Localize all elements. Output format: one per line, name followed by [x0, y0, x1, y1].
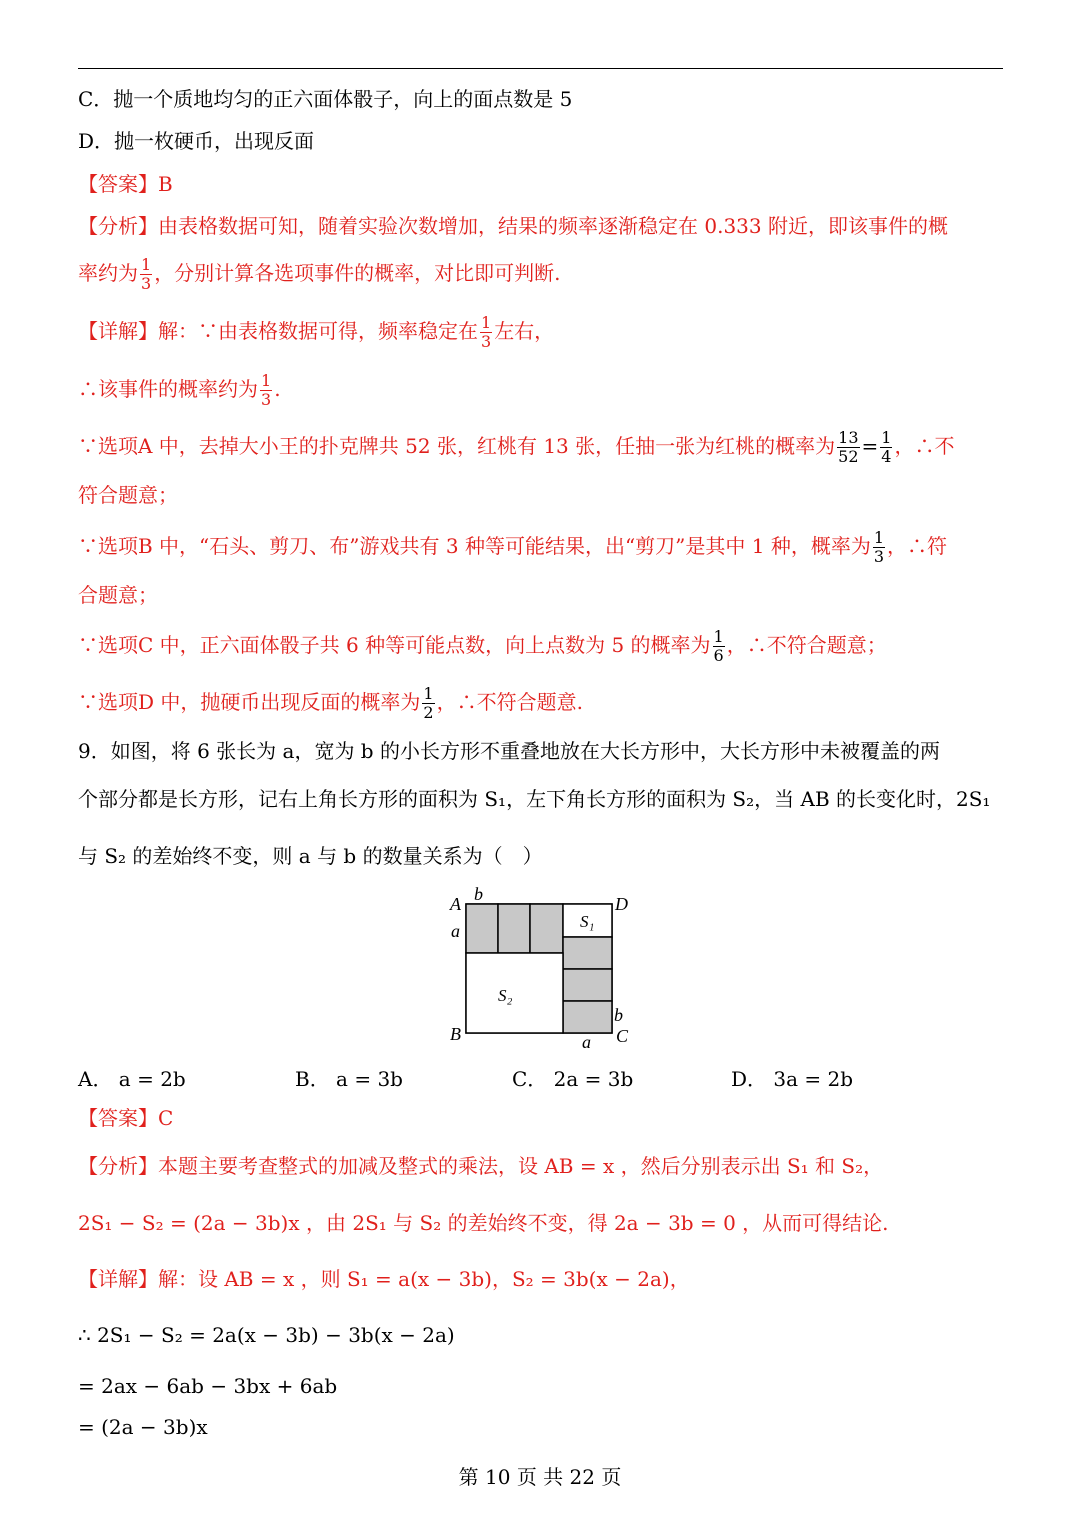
option-c-text: C．抛一个质地均匀的正六面体骰子，向上的面点数是 5: [78, 87, 573, 111]
right-tile-1: [563, 937, 612, 969]
step-3: = (2a − 3b)x: [78, 1415, 208, 1439]
question-9-line-c: 与 S₂ 的差始终不变，则 a 与 b 的数量关系为（ ）: [78, 844, 543, 868]
option-a-analysis: ∵选项A 中，去掉大小王的扑克牌共 52 张，红桃有 13 张，任抽一张为红桃的概率为 $\frac{13}{52}$ = $\frac{1}{4}$ ，∴不: [78, 428, 955, 466]
question-9-line-a: 9．如图，将 6 张长为 a，宽为 b 的小长方形不重叠地放在大长方形中，大长方形中未被覆盖的两: [78, 739, 940, 763]
analysis-2-line-b: 2S₁ − S₂ = (2a − 3b)x ，由 2S₁ 与 S₂ 的差始终不变，得 2a − 3b = 0 ，从而可得结论.: [78, 1211, 889, 1235]
label-S1: S₁: [580, 912, 595, 931]
answer-label-1: 【答案】B: [78, 172, 173, 196]
header-rule: [78, 68, 1003, 69]
answer-label-2: 【答案】C: [78, 1106, 174, 1130]
step-2: = 2ax − 6ab − 3bx + 6ab: [78, 1374, 338, 1398]
fraction-one-third: $\frac{1}{3}$: [141, 255, 152, 293]
fraction-one-third: $\frac{1}{3}$: [873, 528, 885, 566]
label-C: C: [616, 1026, 629, 1046]
detail-2-line: 【详解】解：设 AB = x ，则 S₁ = a(x − 3b)，S₂ = 3b(x − 2a)，: [78, 1267, 690, 1291]
top-tile-2: [498, 904, 530, 953]
label-b-top: b: [474, 884, 483, 904]
detail-1-line: 【详解】解：∵由表格数据可得，频率稳定在 $\frac{1}{3}$ 左右，: [78, 313, 555, 351]
label-S2: S₂: [498, 986, 513, 1005]
option-d-analysis: ∵选项D 中，抛硬币出现反面的概率为 $\frac{1}{2}$ ，∴不符合题意.: [78, 684, 583, 722]
option-a-analysis-cont: 符合题意；: [78, 483, 178, 507]
page-footer: 第 10 页 共 22 页: [458, 1465, 622, 1489]
label-a-left: a: [451, 921, 460, 941]
s2-rectangle: [466, 953, 563, 1033]
analysis-1-pre: 率约为: [78, 261, 138, 285]
label-A: A: [450, 894, 461, 914]
right-tile-2: [563, 969, 612, 1001]
label-b-right: b: [614, 1005, 623, 1025]
option-a: A． a = 2b: [78, 1067, 186, 1091]
step-1: ∴ 2S₁ − S₂ = 2a(x − 3b) − 3b(x − 2a): [78, 1323, 455, 1347]
option-d: D． 3a = 2b: [731, 1067, 854, 1091]
fraction-one-sixth: $\frac{1}{6}$: [713, 627, 724, 665]
therefore-1-line: ∴该事件的概率约为 $\frac{1}{3}$ .: [78, 371, 281, 409]
top-tile-1: [466, 904, 498, 953]
rectangle-figure: [440, 880, 640, 1050]
option-b-analysis: ∵选项B 中，“石头、剪刀、布”游戏共有 3 种等可能结果，出“剪刀”是其中 1 种，概率为 $\frac{1}{3}$ ，∴符: [78, 528, 948, 566]
option-c: C． 2a = 3b: [512, 1067, 634, 1091]
analysis-2-line-a: 【分析】本题主要考查整式的加减及整式的乘法，设 AB = x ，然后分别表示出 S₁ 和 S₂，: [78, 1154, 884, 1178]
top-tile-3: [530, 904, 563, 953]
question-9-line-b: 个部分都是长方形，记右上角长方形的面积为 S₁，左下角长方形的面积为 S₂，当 AB 的长变化时，2S₁: [78, 787, 991, 811]
option-b-analysis-cont: 合题意；: [78, 583, 158, 607]
label-D: D: [615, 894, 628, 914]
right-tile-3: [563, 1001, 612, 1033]
fraction-13-52: $\frac{13}{52}$: [838, 428, 859, 466]
option-b: B． a = 3b: [295, 1067, 403, 1091]
fraction-one-quarter: $\frac{1}{4}$: [881, 428, 892, 466]
option-d-text: D．抛一枚硬币，出现反面: [78, 129, 315, 153]
label-a-bottom: a: [582, 1032, 591, 1050]
analysis-1-line-b: [78, 256, 561, 293]
option-c-analysis: ∵选项C 中，正六面体骰子共 6 种等可能点数，向上点数为 5 的概率为 $\frac{1}{6}$ ，∴不符合题意；: [78, 627, 887, 665]
fraction-one-third: $\frac{1}{3}$: [261, 371, 272, 409]
fraction-one-half: $\frac{1}{2}$: [423, 684, 434, 722]
fraction-one-third: $\frac{1}{3}$: [481, 313, 492, 351]
analysis-1-post: ，分别计算各选项事件的概率，对比即可判断.: [154, 261, 561, 285]
label-B: B: [450, 1024, 461, 1044]
analysis-1-line-a: 【分析】由表格数据可知，随着实验次数增加，结果的频率逐渐稳定在 0.333 附近，即该事件的概: [78, 214, 948, 238]
